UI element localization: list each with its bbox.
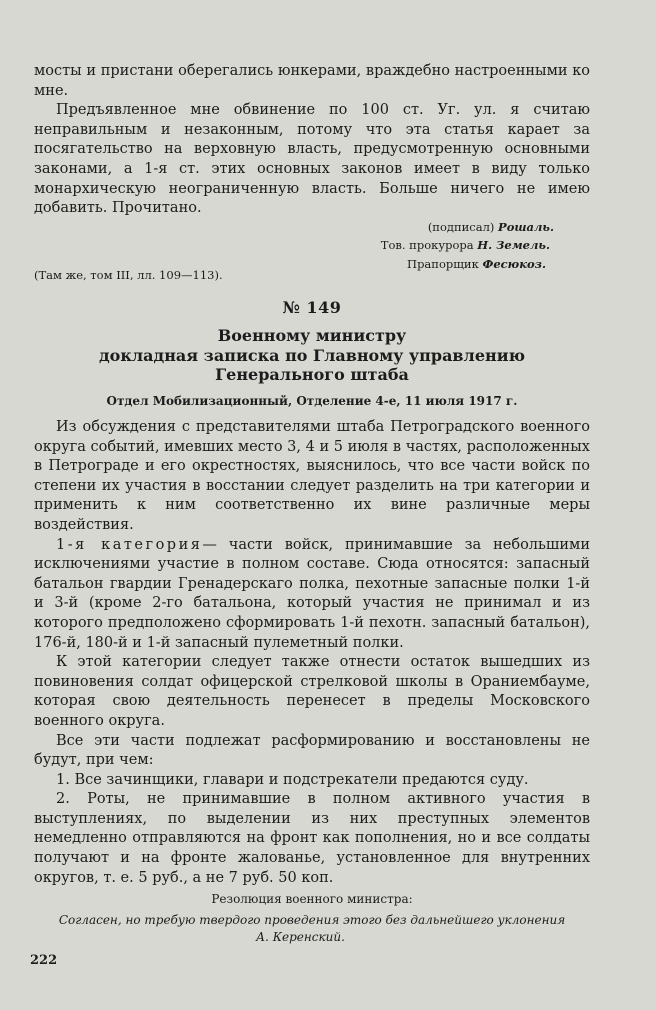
paragraph-intro: Из обсуждения с представителями штаба Петроградского военного округа событий, имевших место 3, 4 и 5 июля в частях, расположенных в Петрограде и его окрестностях, выяснилось, что все части войск по степени их участия в восстании следует разделить на три категории и применить к ним соответственно их вине различные меры воздействия. bbox=[34, 419, 590, 533]
title-line-1: Военному министру bbox=[217, 326, 407, 345]
page-number: 222 bbox=[30, 953, 58, 968]
paragraph-disband: Все эти части подлежат расформированию и восстановлены не будут, при чем: bbox=[34, 732, 590, 769]
list-item-2: 2. Роты, не принимавшие в полном активного участия в выступлениях, по выделении из них преступных элементов немедленно отправляются на фронт как пополнения, но и все солдаты получают и на фронте жалованье, установленное для внутренних округов, т. е. 5 руб., а не 7 руб. 50 коп. bbox=[34, 791, 590, 886]
department-line: Отдел Мобилизационный, Отделение 4-е, 11 июля 1917 г. bbox=[106, 394, 518, 408]
top-paragraphs bbox=[34, 62, 590, 219]
category-label: 1-я категория bbox=[56, 536, 203, 553]
main-body bbox=[34, 418, 590, 888]
document-number: № 149 bbox=[282, 298, 342, 317]
paragraph-category-1 bbox=[34, 536, 590, 654]
signature-fesyukov: Прапорщик Фесюкоз. bbox=[407, 257, 546, 271]
signature-roshal: (подписал) Рошаль. bbox=[427, 220, 554, 234]
title-line-2: докладная записка по Главному управлению Генерального штаба bbox=[99, 346, 525, 384]
list-item-1: 1. Все зачинщики, главари и подстрекатели предаются суду. bbox=[56, 771, 529, 788]
resolution-heading: Резолюция военного министра: bbox=[211, 892, 413, 906]
resolution-signature: А. Керенский. bbox=[256, 930, 345, 944]
paragraph-continuation: мосты и пристани оберегались юнкерами, враждебно настроенными ко мне. bbox=[34, 63, 590, 99]
paragraph-oranienbaum: К этой категории следует также отнести остаток вышедших из повиновения солдат офицерской стрелковой школы в Ораниембауме, которая свою деятельность перенесет в пределы Московского военного округа. bbox=[34, 654, 590, 729]
signature-zemel: Тов. прокурора Н. Земель. bbox=[380, 238, 550, 252]
category-text: — части войск, принимавшие за небольшими исключениями участие в полном составе. Сюда относятся: запасный батальон гвардии Гренадерскаго полка, пехотные запасные полки 1-й и 3-й (кроме 2-го батальона, который участия не принимал и из которого предположено сформировать 1-й пехотн. запасный батальон), 176-й, 180-й и 1-й запасный пулеметный полки. bbox=[34, 536, 590, 651]
paragraph-accusation: Предъявленное мне обвинение по 100 ст. Уг. ул. я считаю неправильным и незаконным, потому что эта статья карает за посягательство на верховную власть, предусмотренную основными законами, а 1-я ст. этих основных законов имеет в виду только монархическую неограниченную власть. Больше ничего не имею добавить. Прочитано. bbox=[34, 102, 590, 217]
source-note: (Там же, том III, лл. 109—113). bbox=[34, 268, 223, 282]
resolution-text: Согласен, но требую твердого проведения этого без дальнейшего уклонения bbox=[58, 913, 566, 927]
